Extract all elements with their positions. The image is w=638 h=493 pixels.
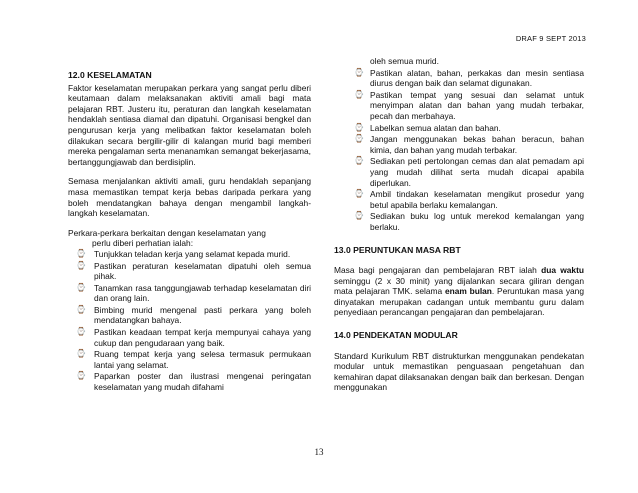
list-item: ⌚ Paparkan poster dan ilustrasi mengenai peringatan keselamatan yang mudah difahami bbox=[76, 371, 311, 393]
bullet-icon: ⌚ bbox=[76, 260, 86, 270]
list-item: ⌚ Tunjukkan teladan kerja yang selamat kepada murid. bbox=[76, 248, 291, 259]
list-item: ⌚ Labelkan semua alatan dan bahan. bbox=[354, 122, 501, 133]
list-item: ⌚ Pastikan tempat yang sesuai dan selamat untuk menyimpan alatan dan bahan yang mudah terbakar, pecah dan merbahaya. bbox=[354, 89, 584, 121]
bullet-icon: ⌚ bbox=[76, 349, 86, 359]
list-item-continuation: oleh semua murid. bbox=[370, 56, 439, 66]
bullet-icon: ⌚ bbox=[354, 156, 364, 166]
bullet-icon: ⌚ bbox=[354, 189, 364, 199]
list-item: ⌚ Ruang tempat kerja yang selesa termasuk permukaan lantai yang selamat. bbox=[76, 349, 311, 370]
list-item: ⌚ Sediakan buku log untuk merekod kemalangan yang berlaku. bbox=[354, 211, 584, 232]
bullet-icon: ⌚ bbox=[354, 67, 364, 77]
list-item: ⌚ Pastikan keadaan tempat kerja mempunyai cahaya yang cukup dan pengudaraan yang baik. bbox=[76, 327, 311, 348]
paragraph-perkara-intro bbox=[68, 228, 311, 249]
right-column bbox=[334, 56, 584, 402]
list-item: ⌚ Pastikan alatan, bahan, perkakas dan mesin sentiasa diurus dengan baik dan selamat digunakan. bbox=[354, 67, 584, 89]
paragraph-pendekatan-modular: Standard Kurikulum RBT distrukturkan menggunakan pendekatan modular untuk memastikan penguasaan pengetahuan dan kemahiran dapat dilaksanakan dengan baik dan berkesan. Dengan menggunakan bbox=[334, 350, 584, 393]
section-heading-peruntukan-masa: 13.0 PERUNTUKAN MASA RBT bbox=[334, 244, 461, 255]
list-item: ⌚ Pastikan peraturan keselamatan dipatuhi oleh semua pihak. bbox=[76, 260, 311, 282]
page-number: 13 bbox=[314, 447, 324, 457]
bullet-icon: ⌚ bbox=[76, 371, 86, 381]
list-item: ⌚ Jangan menggunakan bekas bahan beracun, bahan kimia, dan bahan yang mudah terbakar. bbox=[354, 134, 584, 155]
paragraph-keselamatan-intro: Faktor keselamatan merupakan perkara yang sangat perlu diberi keutamaan dalam melaksanakan aktiviti amali bagi mata pelajaran RBT. Justeru itu, peraturan dan langkah keselamatan hendaklah sentiasa diamal dan dipatuhi. Organisasi bengkel dan pengurusan kerja yang melibatkan faktor keselamatan boleh dilakukan secara bergilir-gilir di kalangan murid bagi memberi mereka pengalaman serta menanamkan semangat bekerjasama, bertanggungjawab dan berdisiplin. bbox=[68, 82, 311, 167]
bullet-icon: ⌚ bbox=[354, 211, 364, 221]
section-heading-pendekatan-modular: 14.0 PENDEKATAN MODULAR bbox=[334, 330, 458, 341]
perkara-intro-line1: Perkara-perkara berkaitan dengan keselamatan yang bbox=[68, 227, 266, 238]
emphasis-dua-waktu: dua waktu bbox=[541, 265, 584, 276]
bullet-icon: ⌚ bbox=[76, 282, 86, 292]
perkara-intro-line2: perlu diberi perhatian ialah: bbox=[92, 238, 194, 249]
list-item: ⌚ Bimbing murid mengenal pasti perkara yang boleh mendatangkan bahaya. bbox=[76, 304, 311, 326]
bullet-icon: ⌚ bbox=[76, 248, 86, 258]
paragraph-peruntukan-masa: Masa bagi pengajaran dan pembelajaran RBT ialah dua waktu seminggu (2 x 30 minit) yang dijalankan secara giliran dengan mata pelajaran TMK. selama enam bulan. Peruntukan masa yang dinyatakan merupakan cadangan untuk membantu guru dalam penyediaan perancangan pengajaran dan pembelajaran. bbox=[334, 265, 584, 318]
emphasis-enam-bulan: enam bulan bbox=[444, 286, 492, 297]
list-item: ⌚ Sediakan peti pertolongan cemas dan alat pemadam api yang mudah dilihat serta mudah dicapai apabila diperlukan. bbox=[354, 156, 584, 188]
paragraph-aktiviti-amali: Semasa menjalankan aktiviti amali, guru hendaklah sepanjang masa memastikan tempat kerja bebas daripada perkara yang boleh mendatangkan bahaya dengan mengambil langkah-langkah keselamatan. bbox=[68, 176, 311, 219]
bullet-icon: ⌚ bbox=[76, 327, 86, 337]
list-item: ⌚ Tanamkan rasa tanggungjawab terhadap keselamatan diri dan orang lain. bbox=[76, 282, 311, 304]
bullet-icon: ⌚ bbox=[76, 304, 86, 314]
bullet-icon: ⌚ bbox=[354, 134, 364, 144]
safety-list-right bbox=[334, 56, 584, 233]
section-heading-keselamatan: 12.0 KESELAMATAN bbox=[68, 70, 152, 80]
bullet-icon: ⌚ bbox=[354, 89, 364, 99]
safety-list-left bbox=[68, 249, 311, 393]
list-item: ⌚ Ambil tindakan keselamatan mengikut prosedur yang betul apabila berlaku kemalangan. bbox=[354, 189, 584, 210]
draft-date-label: DRAF 9 SEPT 2013 bbox=[515, 34, 586, 43]
left-column bbox=[68, 70, 311, 401]
bullet-icon: ⌚ bbox=[354, 122, 364, 132]
